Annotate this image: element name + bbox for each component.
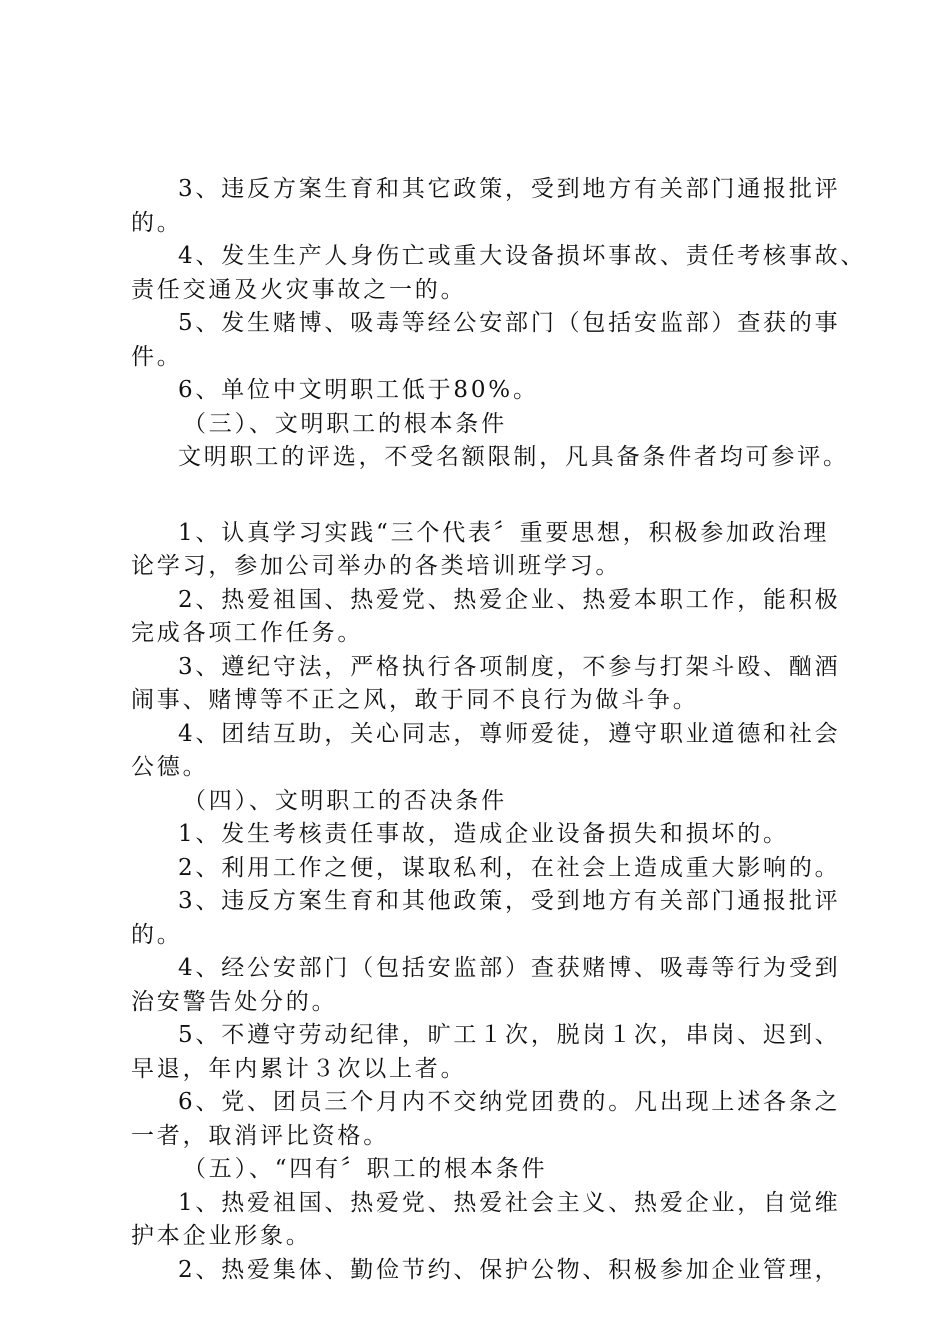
paragraph-line: 闹事、赌博等不正之风，敢于同不良行为做斗争。 [131, 687, 699, 713]
paragraph-line: 3、遵纪守法，严格执行各项制度，不参与打架斗殴、酗酒 [178, 653, 841, 680]
paragraph-line: 1、认真学习实践“三个代表〞重要思想，积极参加政治理 [178, 519, 830, 546]
paragraph-line: 治安警告处分的。 [131, 988, 338, 1015]
paragraph-line: 5、不遵守劳动纪律，旷工１次，脱岗１次，串岗、迟到、 [178, 1022, 841, 1048]
paragraph-line: 4、发生生产人身伤亡或重大设备损坏事故、责任考核事故、 [178, 243, 867, 269]
paragraph-line: 一者，取消评比资格。 [131, 1122, 389, 1149]
paragraph-line: 2、热爱祖国、热爱党、热爱企业、热爱本职工作，能积极 [178, 586, 841, 613]
section-heading: （五）、“四有〞职工的根本条件 [183, 1156, 548, 1182]
paragraph-line: 早退，年内累计３次以上者。 [131, 1055, 467, 1082]
section-heading: （四）、文明职工的否决条件 [183, 787, 507, 814]
section-heading: （三）、文明职工的根本条件 [183, 410, 507, 437]
paragraph-line: 责任交通及火灾事故之一的。 [131, 276, 467, 303]
paragraph-line: 6、党、团员三个月内不交纳党团费的。凡出现上述各条之 [178, 1089, 841, 1115]
paragraph-line: 完成各项工作任务。 [131, 620, 364, 646]
paragraph-line: 的。 [131, 921, 183, 948]
paragraph-line: 5、发生赌博、吸毒等经公安部门（包括安监部）查获的事 [178, 310, 841, 336]
paragraph-line: 3、违反方案生育和其他政策，受到地方有关部门通报批评 [178, 888, 841, 914]
paragraph-line: 3、违反方案生育和其它政策，受到地方有关部门通报批评 [178, 176, 841, 202]
paragraph-line: 公德。 [131, 754, 209, 780]
paragraph-line: 1、热爱祖国、热爱党、热爱社会主义、热爱企业，自觉维 [178, 1189, 841, 1216]
paragraph-line: 6、单位中文明职工低于80%。 [178, 377, 539, 403]
blank-line [131, 475, 831, 517]
paragraph-line: 文明职工的评选，不受名额限制，凡具备条件者均可参评。 [178, 444, 849, 470]
paragraph-line: 1、发生考核责任事故，造成企业设备损失和损坏的。 [178, 821, 789, 847]
paragraph-line: 2、利用工作之便，谋取私利，在社会上造成重大影响的。 [178, 854, 841, 881]
paragraph-line: 4、团结互助，关心同志，尊师爱徒，遵守职业道德和社会 [178, 720, 841, 747]
paragraph-line: 4、经公安部门（包括安监部）查获赌博、吸毒等行为受到 [178, 955, 841, 981]
paragraph-line: 论学习，参加公司举办的各类培训班学习。 [131, 553, 622, 579]
paragraph-line: 的。 [131, 209, 183, 236]
paragraph-line: 2、热爱集体、勤俭节约、保护公物、积极参加企业管理， [178, 1256, 841, 1283]
document-body [131, 173, 867, 1287]
paragraph-line: 件。 [131, 343, 183, 370]
paragraph-line: 护本企业形象。 [131, 1223, 312, 1249]
